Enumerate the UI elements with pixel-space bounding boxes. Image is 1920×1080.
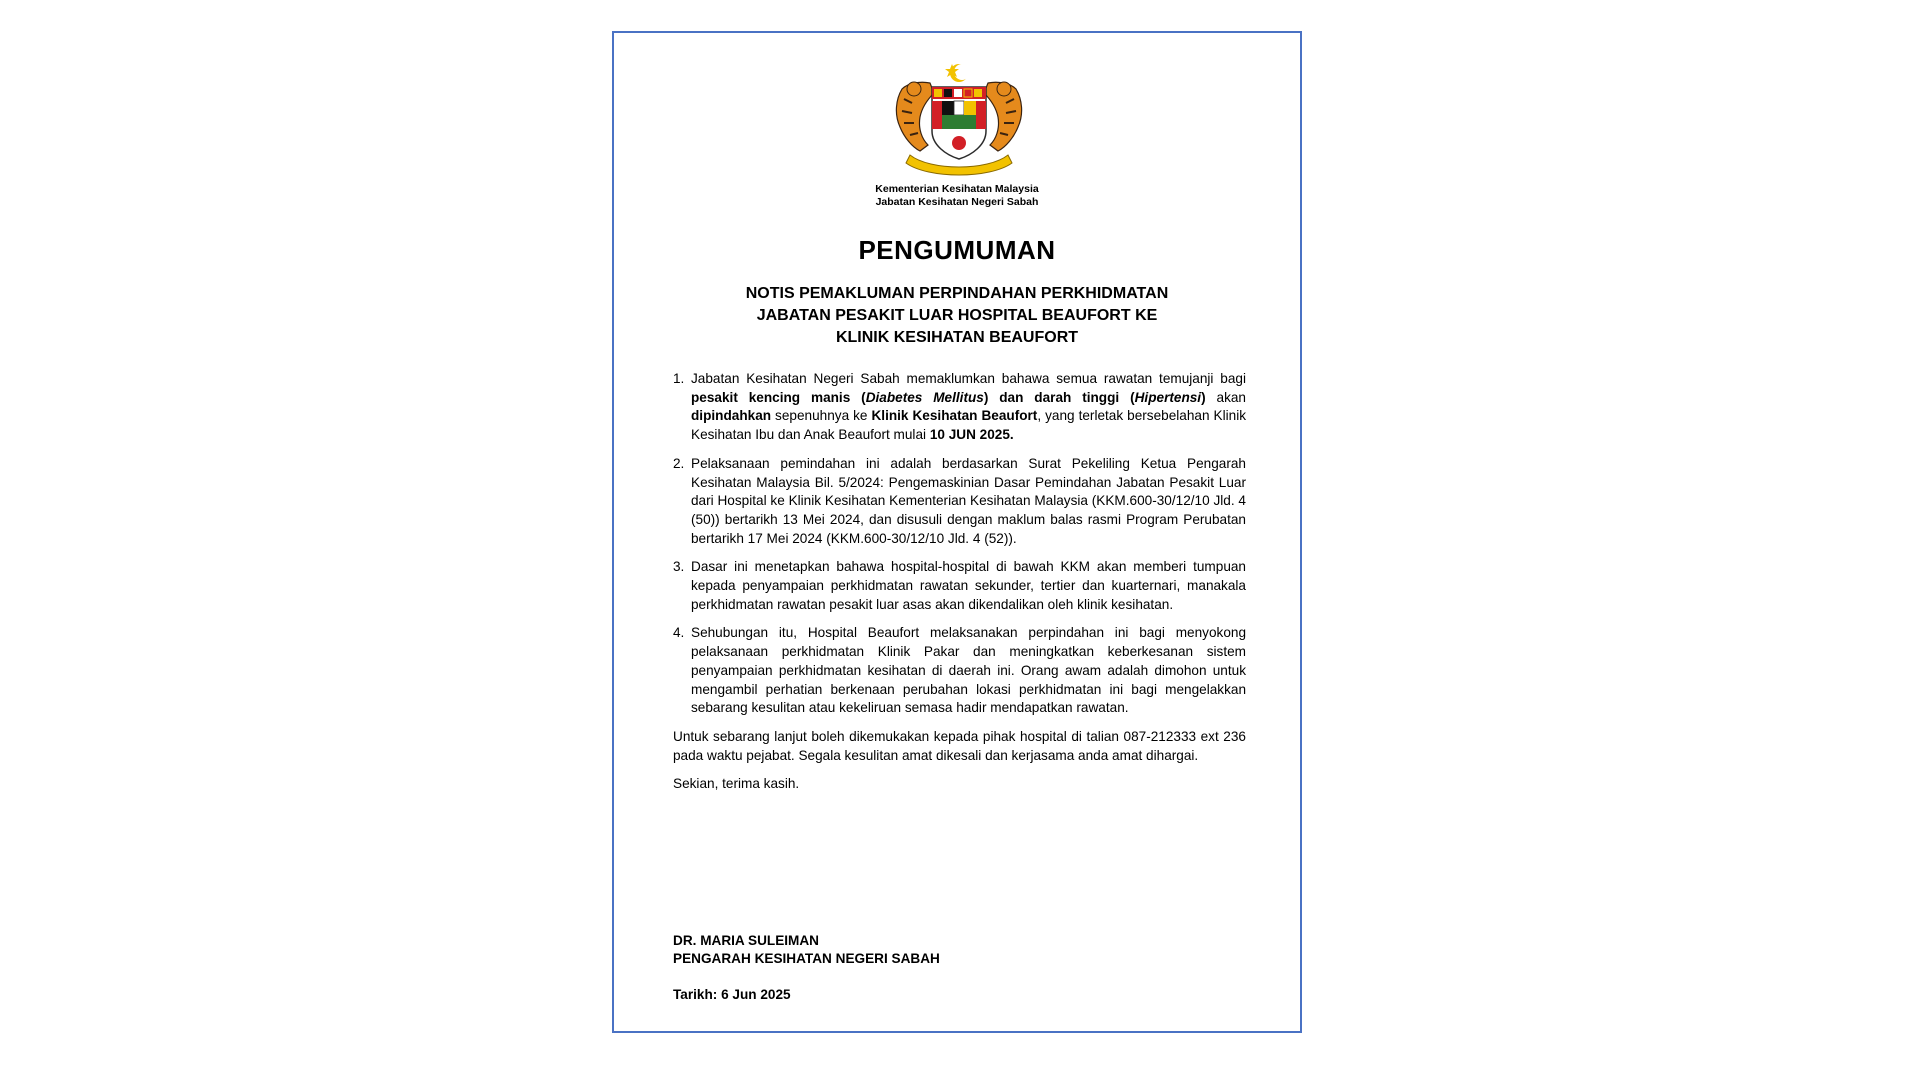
point-text-bold: ) bbox=[1201, 389, 1206, 405]
notice-points bbox=[673, 370, 1246, 718]
point-number: 4. bbox=[673, 625, 685, 641]
point-text: akan bbox=[1205, 389, 1246, 405]
point-text-bold: dipindahkan bbox=[691, 408, 772, 424]
point-text: Pelaksanaan pemindahan ini adalah berdasarkan Surat Pekeliling Ketua Pengarah Kesihatan Malaysia Bil. 5/2024: Pengemaskinian Dasar Pemindahan Jabatan Pesakit Luar dari Hospital ke Klinik Kesihatan Kementerian Kesihatan Malaysia (KKM.600-30/12/10 Jld. 4 (50)) bertarikh 13 Mei 2024, dan disusuli dengan maklum balas rasmi Program Perubatan bertarikh 17 Mei 2024 (KKM.600-30/12/10 Jld. 4 (52)). bbox=[691, 455, 1246, 546]
point-number: 2. bbox=[673, 455, 685, 471]
subtitle-line: NOTIS PEMAKLUMAN PERPINDAHAN PERKHIDMATAN bbox=[745, 285, 1169, 302]
point-text: sepenuhnya ke bbox=[771, 408, 872, 424]
closing-line: Sekian, terima kasih. bbox=[673, 776, 800, 792]
subtitle-line: JABATAN PESAKIT LUAR HOSPITAL BEAUFORT KE bbox=[756, 307, 1158, 324]
page-title: PENGUMUMAN bbox=[858, 235, 1056, 265]
point-text: Dasar ini menetapkan bahawa hospital-hospital di bawah KKM akan memberi tumpuan kepada penyampaian perkhidmatan rawatan sekunder, tertier dan kuarternari, manakala perkhidmatan rawatan pesakit luar asas akan dikendalikan oleh klinik kesihatan. bbox=[691, 559, 1246, 612]
point-text: Jabatan Kesihatan Negeri Sabah memaklumkan bahawa semua rawatan temujanji bagi bbox=[691, 371, 1246, 386]
signature-block bbox=[673, 932, 940, 968]
notice-body bbox=[673, 370, 1246, 794]
point-text: , yang terletak bersebelahan Klinik Kesihatan Ibu dan Anak Beaufort mulai bbox=[691, 408, 1247, 443]
ministry-name: Kementerian Kesihatan Malaysia bbox=[875, 183, 1039, 195]
notice-point-1 bbox=[673, 370, 1246, 445]
notice-point-2 bbox=[673, 455, 1246, 549]
notice-point-4 bbox=[673, 624, 1246, 718]
point-number: 1. bbox=[673, 371, 685, 386]
signatory-title: PENGARAH KESIHATAN NEGERI SABAH bbox=[673, 951, 940, 966]
ministry-header bbox=[614, 183, 1300, 209]
subtitle-line: KLINIK KESIHATAN BEAUFORT bbox=[835, 329, 1079, 346]
point-text-bold: 10 JUN 2025. bbox=[929, 427, 1014, 443]
coat-of-arms-icon bbox=[890, 59, 1028, 179]
point-text-bold-italic: Diabetes Mellitus bbox=[865, 389, 984, 405]
point-number: 3. bbox=[673, 559, 685, 575]
announcement-document bbox=[612, 31, 1302, 1033]
contact-paragraph: Untuk sebarang lanjut boleh dikemukakan kepada pihak hospital di talian 087-212333 ext 236 pada waktu pejabat. Segala kesulitan amat dikesali dan kerjasama anda amat dihargai. bbox=[673, 728, 1246, 763]
department-name: Jabatan Kesihatan Negeri Sabah bbox=[875, 196, 1039, 208]
notice-subtitle bbox=[674, 283, 1240, 349]
point-text-bold: pesakit kencing manis ( bbox=[691, 389, 866, 405]
signatory-name: DR. MARIA SULEIMAN bbox=[673, 933, 819, 948]
point-text-bold-italic: Hipertensi bbox=[1134, 389, 1202, 405]
notice-point-3 bbox=[673, 558, 1246, 614]
document-date: Tarikh: 6 Jun 2025 bbox=[673, 987, 791, 1002]
point-text: Sehubungan itu, Hospital Beaufort melaksanakan perpindahan ini bagi menyokong pelaksanaan perkhidmatan Klinik Pakar dan meningkatkan keberkesanan sistem penyampaian perkhidmatan kesihatan di daerah ini. Orang awam adalah dimohon untuk mengambil perhatian berkenaan perubahan lokasi perkhidmatan ini bagi mengelakkan sebarang kesulitan atau kekeliruan semasa hadir mendapatkan rawatan. bbox=[691, 625, 1246, 716]
point-text-bold: ) dan darah tinggi ( bbox=[983, 389, 1135, 405]
point-text-bold: Klinik Kesihatan Beaufort bbox=[871, 408, 1038, 424]
